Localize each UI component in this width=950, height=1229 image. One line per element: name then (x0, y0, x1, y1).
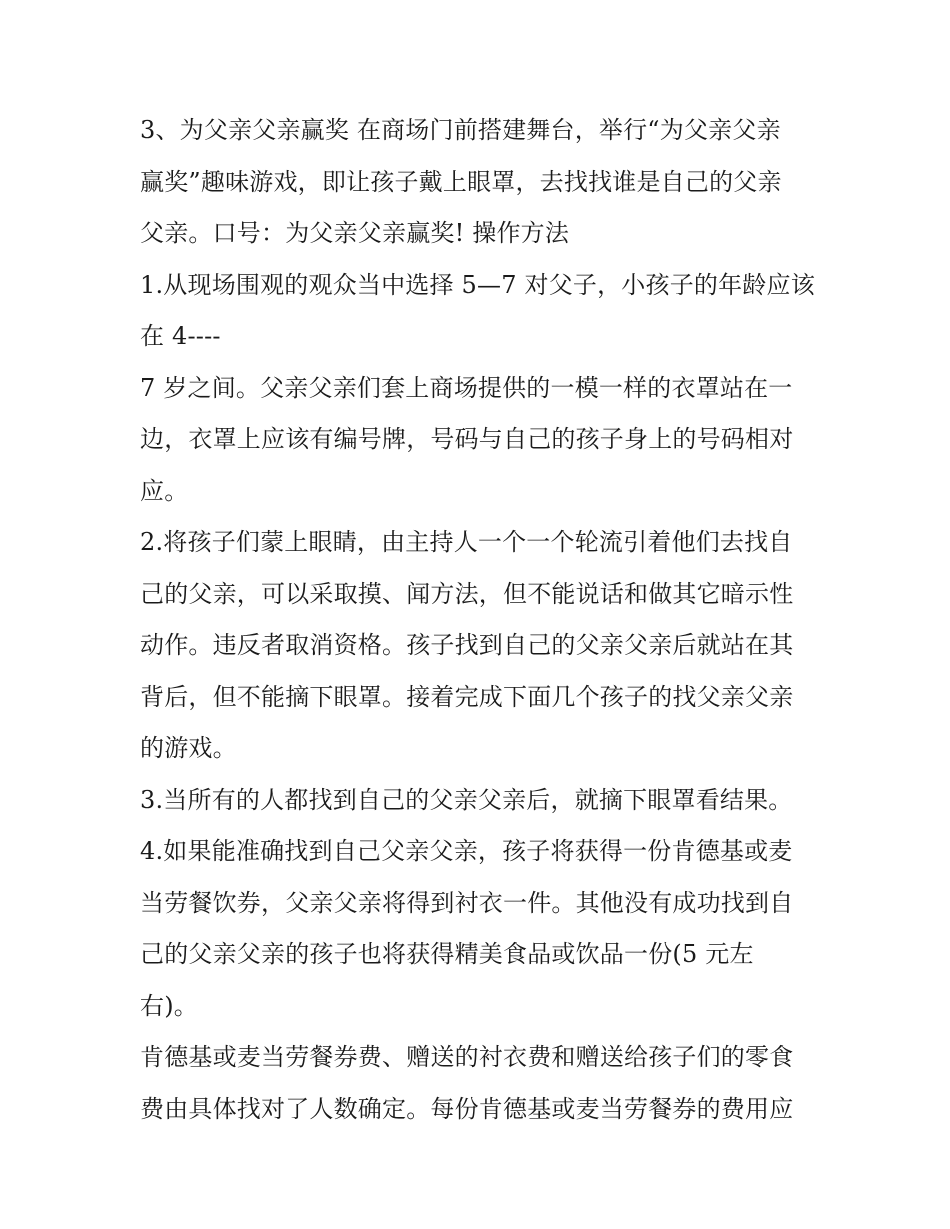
text-line: 7 岁之间。父亲父亲们套上商场提供的一模一样的衣罩站在一 (140, 373, 793, 402)
document-body (140, 105, 820, 1135)
text-line: 己的父亲父亲的孩子也将获得精美食品或饮品一份(5 元左 (140, 940, 754, 968)
text-line: 当劳餐饮券，父亲父亲将得到衬衣一件。其他没有成功找到自 (140, 888, 794, 917)
text-line: 4.如果能准确找到自己父亲父亲，孩子将获得一份肯德基或麦 (140, 837, 793, 865)
text-line: 己的父亲，可以采取摸、闻方法，但不能说话和做其它暗示性 (140, 579, 794, 608)
text-line: 背后，但不能摘下眼罩。接着完成下面几个孩子的找父亲父亲 (140, 682, 794, 711)
text-line: 边，衣罩上应该有编号牌，号码与自己的孩子身上的号码相对 (140, 425, 794, 453)
text-line: 应。 (140, 476, 189, 505)
text-line: 2.将孩子们蒙上眼睛，由主持人一个一个轮流引着他们去找自 (140, 528, 793, 556)
text-line: 右)。 (140, 991, 198, 1020)
text-line: 动作。违反者取消资格。孩子找到自己的父亲父亲后就站在其 (140, 631, 794, 659)
text-line: 父亲。口号：为父亲父亲赢奖! 操作方法 (140, 219, 570, 247)
text-line: 肯德基或麦当劳餐券费、赠送的衬衣费和赠送给孩子们的零食 (140, 1043, 794, 1071)
text-line: 3.当所有的人都找到自己的父亲父亲后，就摘下眼罩看结果。 (140, 785, 793, 814)
text-line: 1.从现场围观的观众当中选择 5—7 对父子，小孩子的年龄应该 (140, 270, 815, 299)
text-line: 在 4---- (140, 322, 221, 350)
text-line: 的游戏。 (140, 734, 237, 762)
text-line: 赢奖”趣味游戏，即让孩子戴上眼罩，去找找谁是自己的父亲 (140, 167, 782, 196)
text-line: 3、为父亲父亲赢奖 在商场门前搭建舞台，举行“为父亲父亲 (140, 116, 781, 144)
text-line: 费由具体找对了人数确定。每份肯德基或麦当劳餐券的费用应 (140, 1094, 794, 1123)
